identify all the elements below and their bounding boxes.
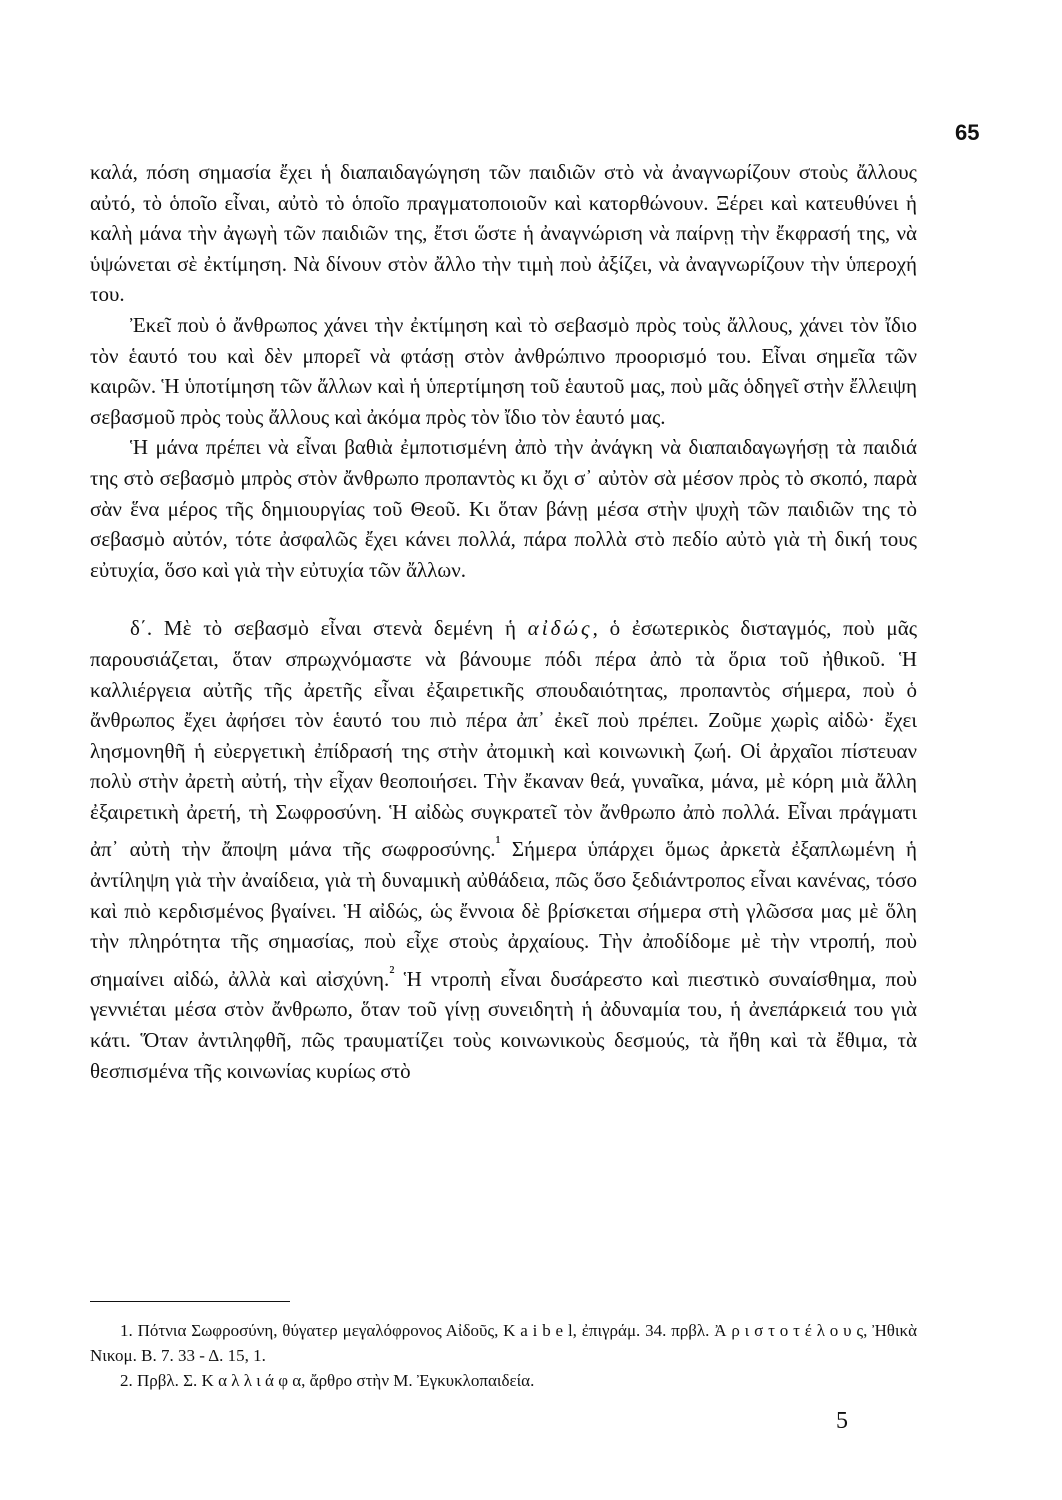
text-run: Σήμερα ὑπάρχει ὅμως ἀρκετὰ ἐξαπλωμένη ἡ ἀντίληψη γιὰ τὴν ἀναίδεια, γιὰ τὴ δυναμικὴ αὐθάδεια, πῶς ὅσο ξεδιάντροπος εἶναι κανένας, τόσο καὶ πιὸ κερδισμένος βγαίνει. Ἡ αἰδώς, ὡς ἔννοια δὲ βρίσκεται σήμερα στὴ γλῶσσα μας μὲ ὅλη τὴν πληρότητα τῆς σημασίας, ποὺ εἶχε στοὺς ἀρχαίους. Τὴν ἀποδίδομε μὲ τὴν ντροπή, ποὺ σημαίνει αἰδώ, ἀλλὰ καὶ αἰσχύνη. [90,837,917,991]
footnote: 2. Πρβλ. Σ. Κ α λ λ ι ά φ α, ἄρθρο στὴν Μ. Ἐγκυκλοπαιδεία. [120,1371,535,1390]
page-number: 65 [955,120,980,145]
footnote-ref: ² [389,961,395,982]
main-text [90,157,917,1086]
footnote: 1. Πότνια Σωφροσύνη, θύγατερ μεγαλόφρονος Αἰδοῦς, K a i b e l, ἐπιγράμ. 34. πρβλ. Ἀ ρ ι σ τ ο τ έ λ ο υ ς, Ἠθικὰ Νικομ. Β. 7. 33 - Δ. 15, 1. [90,1321,917,1365]
paragraph: Ἐκεῖ ποὺ ὁ ἄνθρωπος χάνει τὴν ἐκτίμηση καὶ τὸ σεβασμὸ πρὸς τοὺς ἄλλους, χάνει τὸν ἴδιο τὸν ἑαυτό του καὶ δὲν μπορεῖ νὰ φτάσῃ στὸν ἀνθρώπινο προορισμό του. Εἶναι σημεῖα τῶν καιρῶν. Ἡ ὑποτίμηση τῶν ἄλλων καὶ ἡ ὑπερτίμηση τοῦ ἑαυτοῦ μας, ποὺ μᾶς ὁδηγεῖ στὴν ἔλλειψη σεβασμοῦ πρὸς τοὺς ἄλλους καὶ ἀκόμα πρὸς τὸν ἴδιο τὸν ἑαυτό μας. [90,312,917,429]
section-marker: δ΄. [130,616,153,641]
footnote-ref: ¹ [495,832,501,853]
text-run: Ἡ ντροπὴ εἶναι δυσάρεστο καὶ πιεστικὸ συναίσθημα, ποὺ γεννιέται μέσα στὸν ἄνθρωπο, ὅταν τοῦ γίνῃ συνειδητὴ ἡ ἀδυναμία του, ἡ ἀνεπάρκειά του γιὰ κάτι. Ὅταν ἀντιληφθῆ, πῶς τραυματίζει τοὺς κοινωνικοὺς δεσμούς, τὰ ἤθη καὶ τὰ ἔθιμα, τὰ θεσπισμένα τῆς κοινωνίας κυρίως στὸ [90,966,917,1083]
text-run: Μὲ τὸ σεβασμὸ εἶναι στενὰ δεμένη ἡ [152,616,528,641]
paragraph: Ἡ μάνα πρέπει νὰ εἶναι βαθιὰ ἐμποτισμένη ἀπὸ τὴν ἀνάγκη νὰ διαπαιδαγωγήσῃ τὰ παιδιά της στὸ σεβασμὸ μπρὸς στὸν ἄνθρωπο προπαντὸς κι ὄχι σ᾽ αὐτὸν σὰ μέσον πρὸς τὸ σκοπό, παρὰ σὰν ἕνα μέρος τῆς δημιουργίας τοῦ Θεοῦ. Κι ὅταν βάνῃ μέσα στὴν ψυχὴ τῶν παιδιῶν της τὸ σεβασμὸ αὐτόν, τότε ἀσφαλῶς ἔχει κάνει πολλά, πάρα πολλὰ στὸ πεδίο αὐτὸ γιὰ τὴ δική τους εὐτυχία, ὅσο καὶ γιὰ τὴν εὐτυχία τῶν ἄλλων. [90,435,917,582]
footnote-divider [90,1301,290,1302]
section-d-paragraph [90,613,917,1086]
emphasized-term: αἰδώς [527,616,593,641]
footnotes [90,1318,917,1393]
signature-mark: 5 [836,1408,848,1434]
text-run: , ὁ ἐσωτερικὸς δισταγμός, ποὺ μᾶς παρουσιάζεται, ὅταν σπρωχνόμαστε νὰ βάνουμε πόδι πέρα ἀπὸ τὰ ὅρια τοῦ ἠθικοῦ. Ἡ καλλιέργεια αὐτῆς τῆς ἀρετῆς εἶναι ἐξαιρετικῆς σπουδαιότητας, προπαντὸς σήμερα, ποὺ ὁ ἄνθρωπος ἔχει ἀφήσει τὸν ἑαυτό του πιὸ πέρα ἀπ᾽ ἐκεῖ ποὺ πρέπει. Ζοῦμε χωρὶς αἰδὼ· ἔχει λησμονηθῆ ἡ εὐεργετικὴ ἐπίδρασή της στὴν ἀτομικὴ καὶ κοινωνικὴ ζωή. Οἱ ἀρχαῖοι πίστευαν πολὺ στὴν ἀρετὴ αὐτή, τὴν εἶχαν θεοποιήσει. Τὴν ἔκαναν θεά, γυναῖκα, μάνα, μὲ κόρη μιὰ ἄλλη ἐξαιρετικὴ ἀρετή, τὴ Σωφροσύνη. Ἡ αἰδὼς συγκρατεῖ τὸν ἄνθρωπο ἀπὸ πολλά. Εἶναι πράγματι ἀπ᾽ αὐτὴ τὴν ἄποψη μάνα τῆς σωφροσύνης. [90,616,918,862]
paragraph: καλά, πόση σημασία ἔχει ἡ διαπαιδαγώγηση τῶν παιδιῶν στὸ νὰ ἀναγνωρίζουν στοὺς ἄλλους αὐτό, τὸ ὁποῖο εἶναι, αὐτὸ τὸ ὁποῖο πραγματοποιοῦν καὶ κατορθώνουν. Ξέρει καὶ κατευθύνει ἡ καλὴ μάνα τὴν ἀγωγὴ τῶν παιδιῶν της, ἔτσι ὥστε ἡ ἀναγνώριση νὰ παίρνῃ τὴν ἔκφρασή της, νὰ ὑψώνεται σὲ ἐκτίμηση. Νὰ δίνουν στὸν ἄλλο τὴν τιμὴ ποὺ ἀξίζει, νὰ ἀναγνωρίζουν τὴν ὑπεροχή του. [90,160,917,307]
